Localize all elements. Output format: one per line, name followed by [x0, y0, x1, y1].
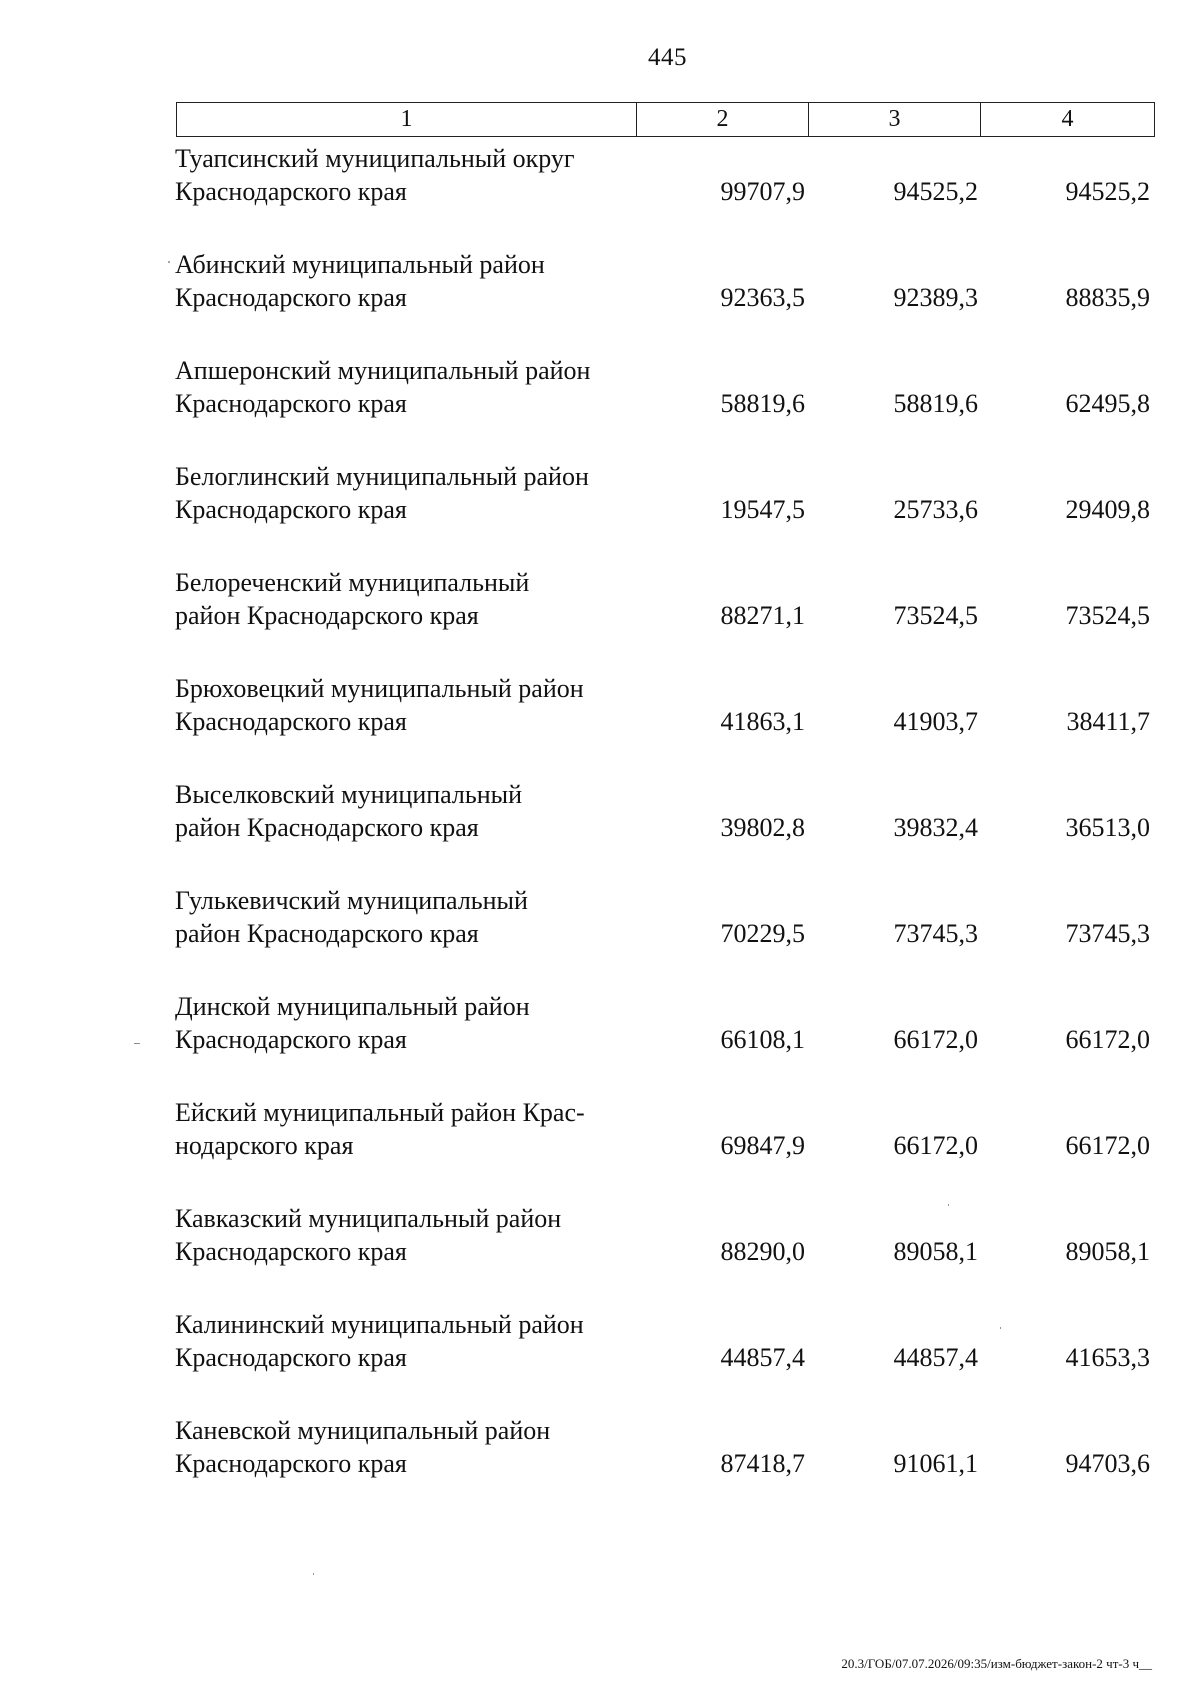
column-header-row	[177, 103, 1155, 137]
municipality-name	[175, 142, 655, 208]
value-column-3: 25733,6	[893, 495, 978, 524]
municipality-name-line1: Калининский муниципальный район	[175, 1310, 584, 1339]
value-column-4: 29409,8	[1065, 495, 1150, 524]
value-column-2: 41863,1	[720, 707, 805, 736]
municipality-name	[175, 778, 655, 844]
value-column-2: 88271,1	[720, 601, 805, 630]
value-column-4: 66172,0	[1065, 1025, 1150, 1054]
value-column-2: 44857,4	[720, 1343, 805, 1372]
value-column-2: 69847,9	[720, 1131, 805, 1160]
municipality-name-line1: Ейский муниципальный район Крас-	[175, 1098, 585, 1127]
municipality-name-line1: Кавказский муниципальный район	[175, 1204, 562, 1233]
table-row	[0, 778, 1200, 848]
page-number: 445	[648, 44, 687, 71]
municipality-name-line1: Белоглинский муниципальный район	[175, 462, 589, 491]
scan-speck	[134, 1043, 140, 1044]
table-row	[0, 460, 1200, 530]
value-column-2: 99707,9	[720, 177, 805, 206]
municipality-name-line2: Краснодарского края	[175, 1343, 407, 1372]
municipality-name-line2: район Краснодарского края	[175, 601, 479, 630]
value-column-2: 58819,6	[720, 389, 805, 418]
value-column-3: 89058,1	[893, 1237, 978, 1266]
municipality-name-line2: Краснодарского края	[175, 1449, 407, 1478]
document-footer-code: 20.3/ГОБ/07.07.2026/09:35/изм-бюджет-закон-2 чт-3 ч__	[841, 1656, 1152, 1671]
municipality-name-line2: Краснодарского края	[175, 495, 407, 524]
municipality-name	[175, 1202, 655, 1268]
table-row	[0, 566, 1200, 636]
municipality-name	[175, 884, 655, 950]
municipality-name-line2: нодарского края	[175, 1131, 354, 1160]
value-column-2: 70229,5	[720, 919, 805, 948]
value-column-4: 94703,6	[1065, 1449, 1150, 1478]
municipality-name-line1: Гулькевичский муниципальный	[175, 886, 528, 915]
table-row	[0, 354, 1200, 424]
column-header-table	[176, 102, 1155, 137]
scan-speck	[168, 261, 170, 263]
municipality-name-line1: Белореченский муниципальный	[175, 568, 530, 597]
value-column-3: 39832,4	[893, 813, 978, 842]
table-row	[0, 1096, 1200, 1166]
column-header-3: 3	[809, 103, 981, 137]
municipality-name	[175, 1308, 655, 1374]
value-column-4: 41653,3	[1065, 1343, 1150, 1372]
value-column-3: 73524,5	[893, 601, 978, 630]
municipality-name-line1: Каневской муниципальный район	[175, 1416, 551, 1445]
municipality-name-line2: Краснодарского края	[175, 177, 407, 206]
value-column-4: 89058,1	[1065, 1237, 1150, 1266]
column-header-4: 4	[981, 103, 1155, 137]
value-column-3: 94525,2	[893, 177, 978, 206]
municipality-name-line1: Абинский муниципальный район	[175, 250, 545, 279]
scan-speck	[313, 1573, 314, 1575]
value-column-3: 44857,4	[893, 1343, 978, 1372]
table-row	[0, 1308, 1200, 1378]
value-column-3: 66172,0	[893, 1025, 978, 1054]
municipality-name	[175, 1096, 655, 1162]
table-row	[0, 1202, 1200, 1272]
municipality-name-line1: Апшеронский муниципальный район	[175, 356, 591, 385]
value-column-3: 91061,1	[893, 1449, 978, 1478]
value-column-4: 62495,8	[1065, 389, 1150, 418]
value-column-4: 94525,2	[1065, 177, 1150, 206]
municipality-name	[175, 248, 655, 314]
value-column-4: 73524,5	[1065, 601, 1150, 630]
column-header-1: 1	[177, 103, 637, 137]
scan-speck	[948, 1204, 949, 1206]
table-row	[0, 884, 1200, 954]
municipality-name-line2: Краснодарского края	[175, 707, 407, 736]
column-header-2: 2	[637, 103, 809, 137]
municipality-name-line2: район Краснодарского края	[175, 813, 479, 842]
value-column-2: 88290,0	[720, 1237, 805, 1266]
table-row	[0, 990, 1200, 1060]
value-column-4: 88835,9	[1065, 283, 1150, 312]
table-row	[0, 142, 1200, 212]
municipality-name	[175, 1414, 655, 1480]
municipality-name-line1: Туапсинский муниципальный округ	[175, 144, 575, 173]
table-row	[0, 248, 1200, 318]
municipality-name	[175, 990, 655, 1056]
value-column-4: 73745,3	[1065, 919, 1150, 948]
value-column-2: 39802,8	[720, 813, 805, 842]
value-column-2: 66108,1	[720, 1025, 805, 1054]
municipality-name-line1: Динской муниципальный район	[175, 992, 530, 1021]
value-column-4: 66172,0	[1065, 1131, 1150, 1160]
value-column-3: 73745,3	[893, 919, 978, 948]
value-column-3: 58819,6	[893, 389, 978, 418]
municipality-name-line2: Краснодарского края	[175, 1025, 407, 1054]
value-column-2: 92363,5	[720, 283, 805, 312]
value-column-2: 19547,5	[720, 495, 805, 524]
municipality-name-line2: Краснодарского края	[175, 1237, 407, 1266]
municipality-name	[175, 460, 655, 526]
municipality-name-line1: Выселковский муниципальный	[175, 780, 523, 809]
municipality-name-line2: район Краснодарского края	[175, 919, 479, 948]
municipality-name	[175, 354, 655, 420]
value-column-4: 36513,0	[1065, 813, 1150, 842]
value-column-3: 41903,7	[893, 707, 978, 736]
municipality-name	[175, 566, 655, 632]
value-column-4: 38411,7	[1066, 707, 1150, 736]
table-row	[0, 672, 1200, 742]
scan-speck	[1000, 1327, 1001, 1329]
municipality-name-line1: Брюховецкий муниципальный район	[175, 674, 584, 703]
value-column-3: 66172,0	[893, 1131, 978, 1160]
municipality-name-line2: Краснодарского края	[175, 283, 407, 312]
value-column-3: 92389,3	[893, 283, 978, 312]
value-column-2: 87418,7	[720, 1449, 805, 1478]
table-row	[0, 1414, 1200, 1484]
municipality-name-line2: Краснодарского края	[175, 389, 407, 418]
municipality-name	[175, 672, 655, 738]
